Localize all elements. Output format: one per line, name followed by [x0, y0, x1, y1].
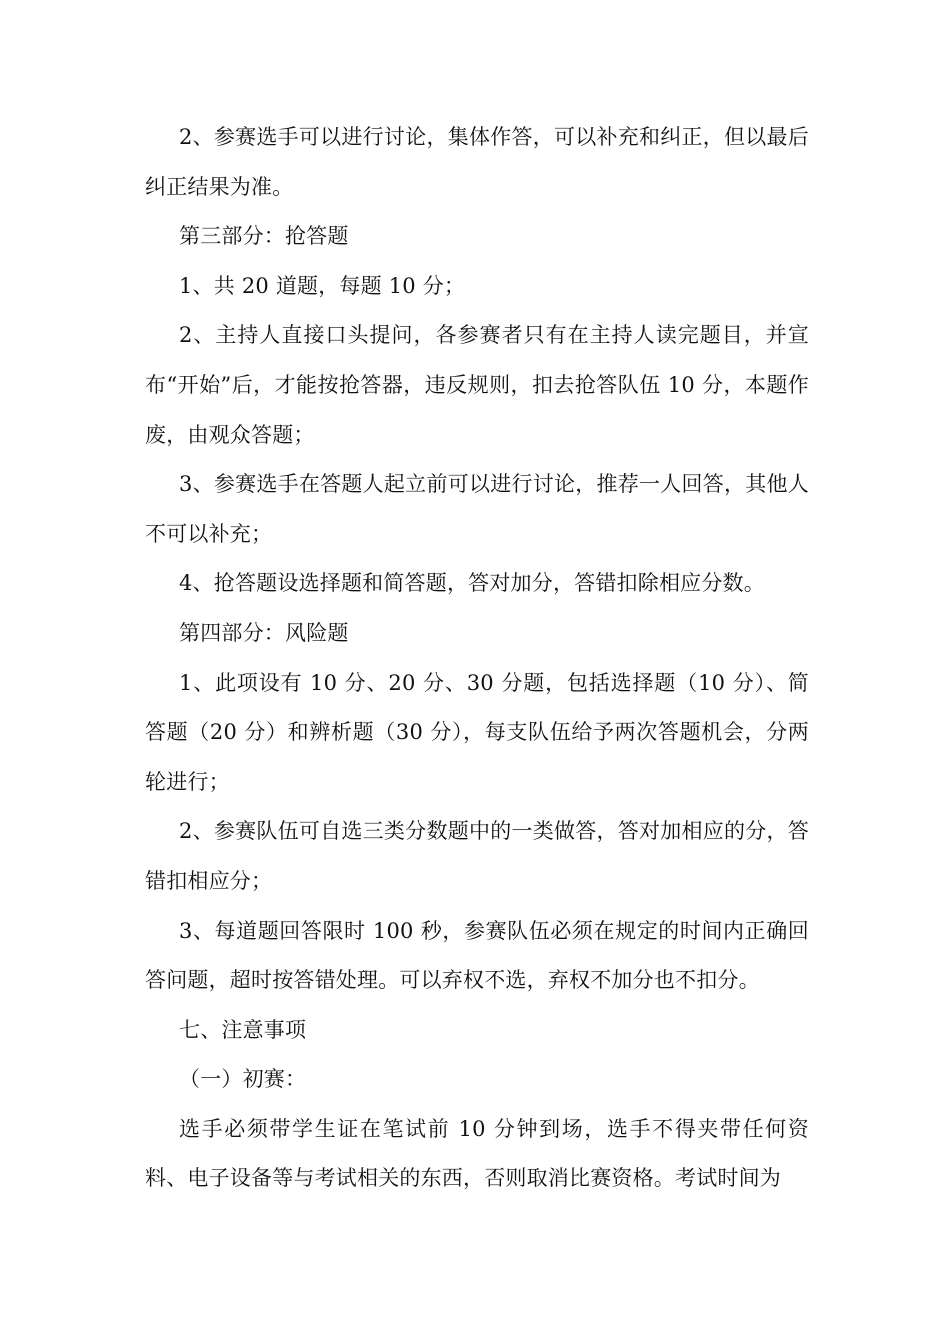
subsection-heading-preliminary: （一）初赛： — [179, 1067, 307, 1092]
paragraph-risk-point-values: 1、此项设有 10 分、20 分、30 分题，包括选择题（10 分）、简答题（20 分）和辨析题（30 分），每支队伍给予两次答题机会，分两轮进行； — [145, 670, 809, 794]
section-heading-buzzer-round: 第三部分：抢答题 — [179, 224, 349, 249]
paragraph-preliminary-rules: 选手必须带学生证在笔试前 10 分钟到场，选手不得夹带任何资料、电子设备等与考试相关的东西，否则取消比赛资格。考试时间为 — [145, 1116, 809, 1191]
section-heading-risk-round: 第四部分：风险题 — [179, 620, 349, 645]
paragraph-buzzer-question-types: 4、抢答题设选择题和简答题，答对加分，答错扣除相应分数。 — [179, 571, 765, 596]
paragraph-buzzer-discussion: 3、参赛选手在答题人起立前可以进行讨论，推荐一人回答，其他人不可以补充； — [145, 472, 809, 546]
paragraph-discussion-rule: 2、参赛选手可以进行讨论，集体作答，可以补充和纠正，但以最后纠正结果为准。 — [145, 125, 809, 199]
paragraph-risk-selection: 2、参赛队伍可自选三类分数题中的一类做答，答对加相应的分，答错扣相应分； — [145, 819, 809, 893]
document-body — [145, 113, 809, 1204]
paragraph-buzzer-procedure: 2、主持人直接口头提问，各参赛者只有在主持人读完题目，并宣布“开始”后，才能按抢答器，违反规则，扣去抢答队伍 10 分，本题作废，由观众答题； — [145, 323, 809, 447]
section-heading-notes: 七、注意事项 — [179, 1017, 307, 1042]
paragraph-buzzer-count: 1、共 20 道题，每题 10 分； — [179, 273, 466, 298]
paragraph-risk-time-limit: 3、每道题回答限时 100 秒，参赛队伍必须在规定的时间内正确回答问题，超时按答错处理。可以弃权不选，弃权不加分也不扣分。 — [145, 918, 809, 993]
